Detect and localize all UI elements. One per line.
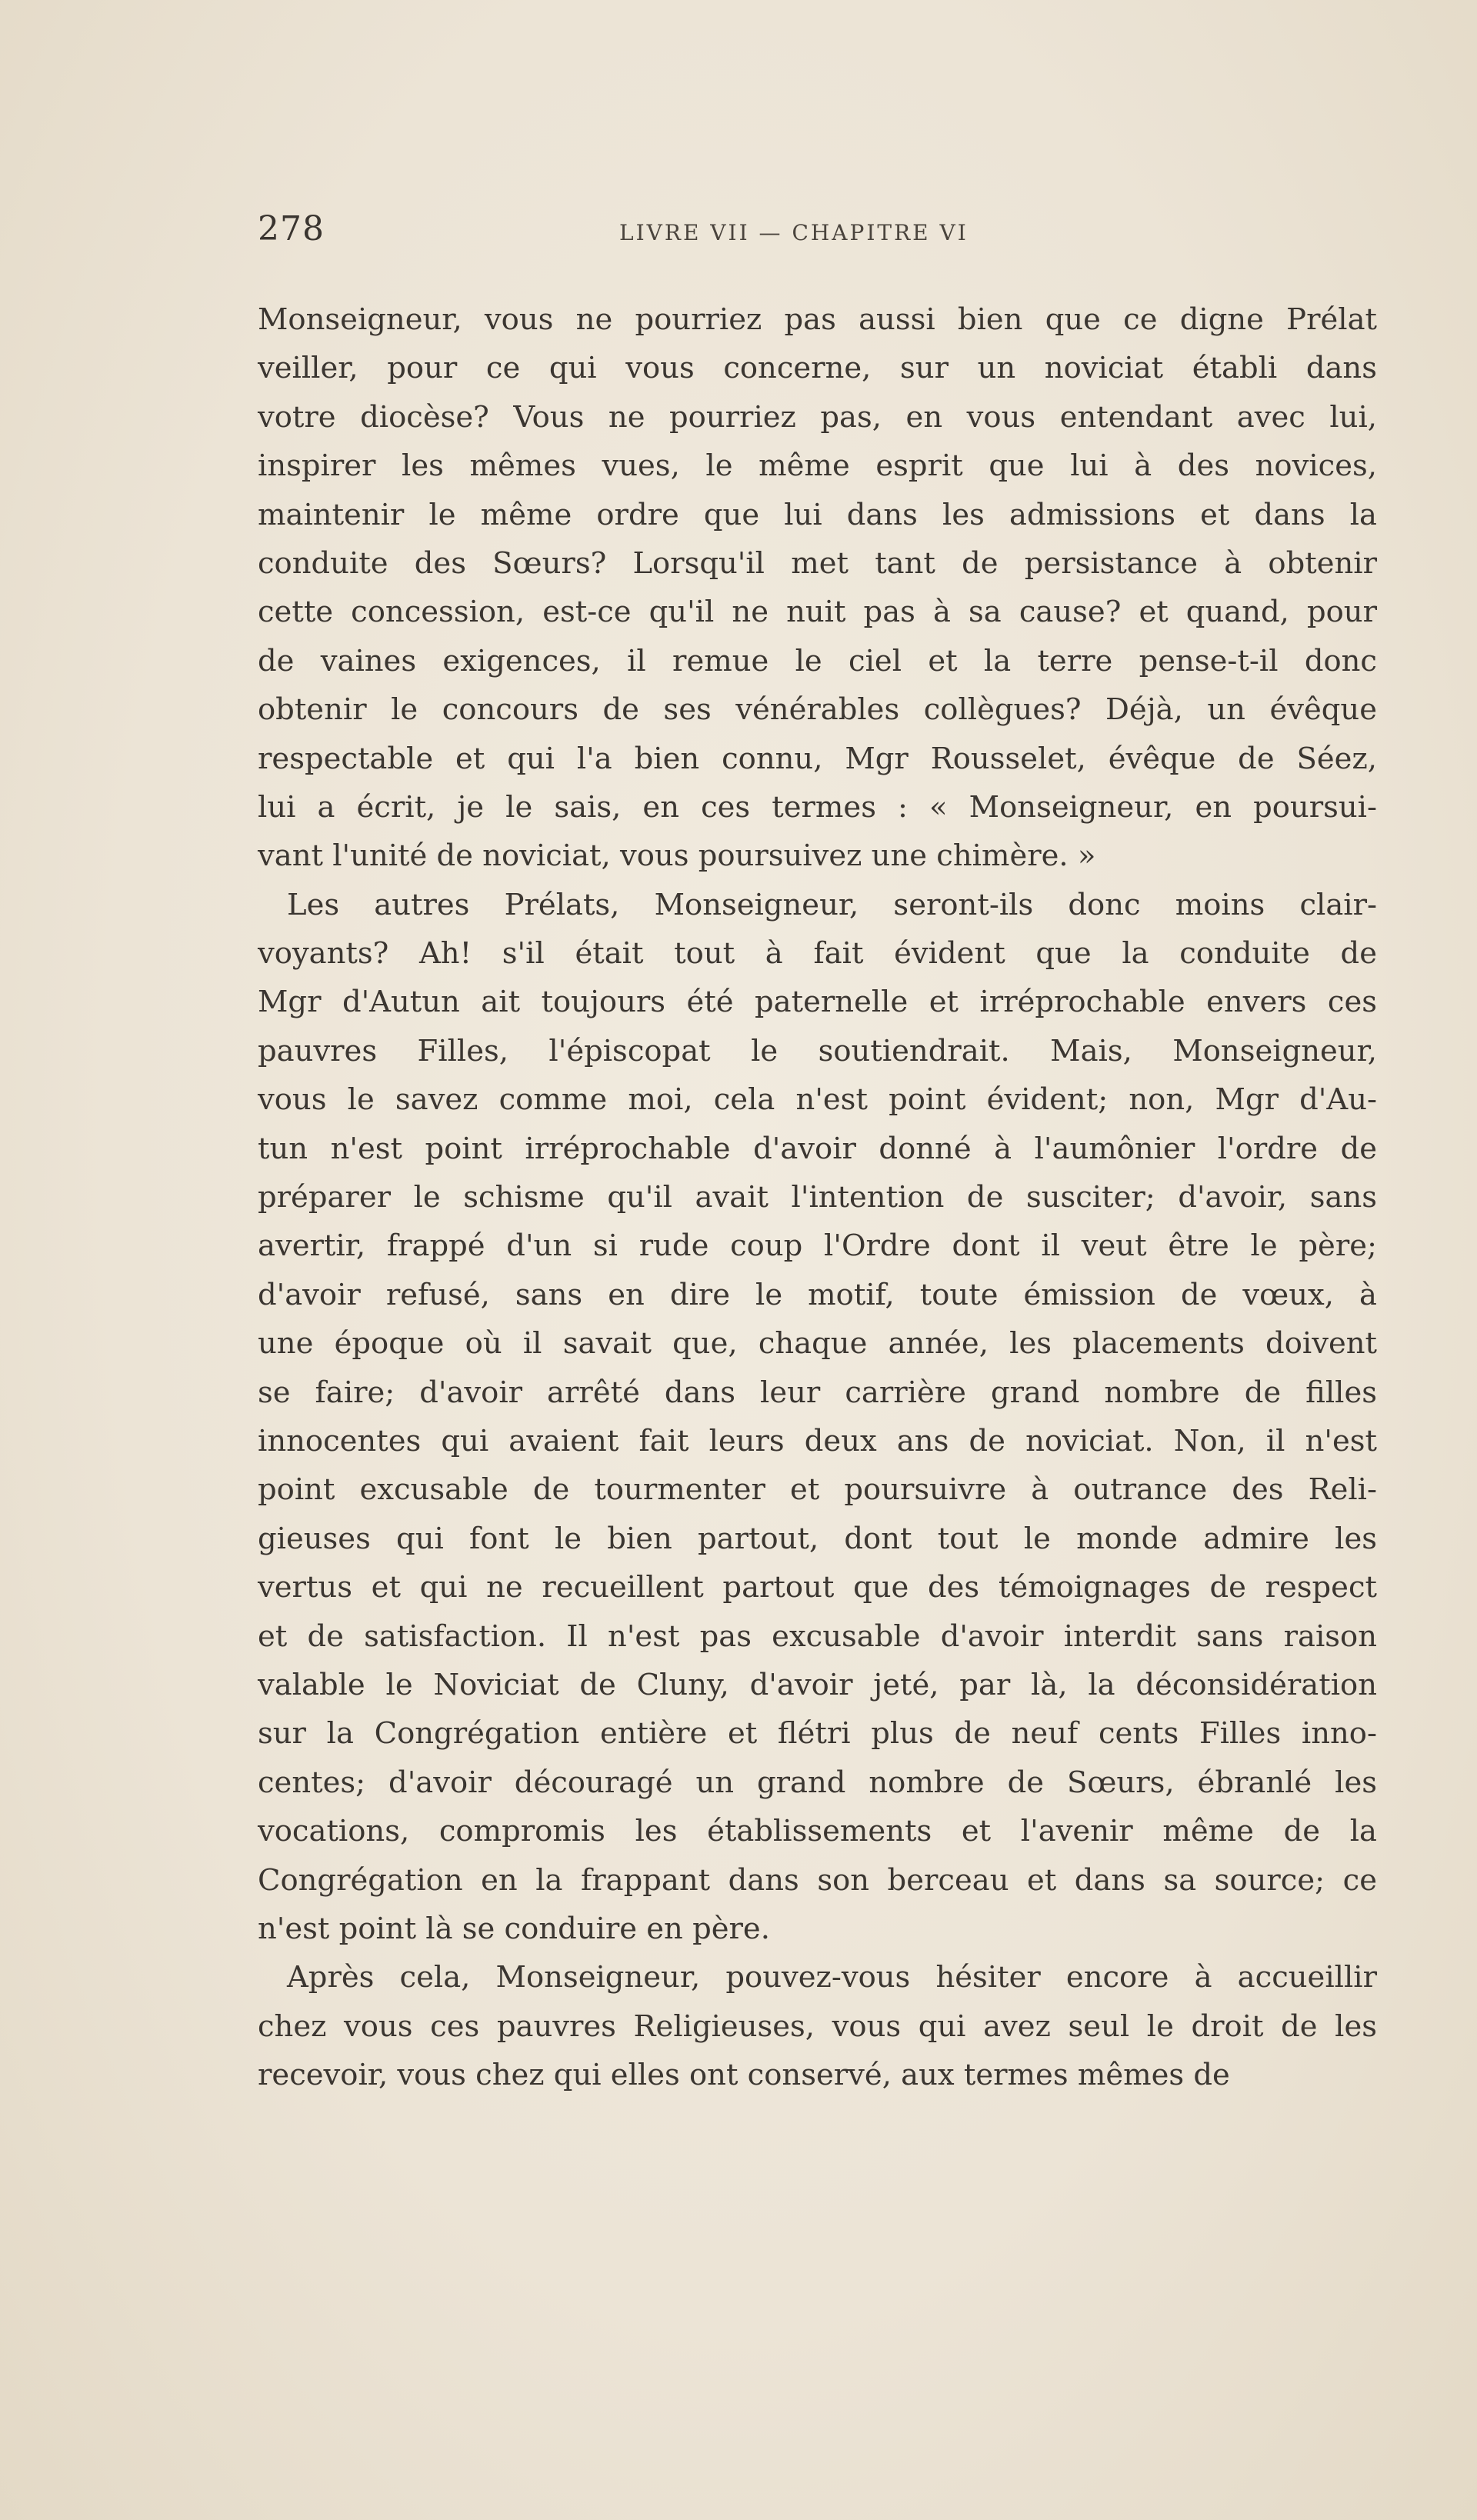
text-line: recevoir, vous chez qui elles ont conservé, aux termes mêmes de [258,2058,1230,2093]
text-line: conduite des Sœurs? Lorsqu'il met tant de persistance à obtenir [258,545,1377,581]
text-line: de vaines exigences, il remue le ciel et la terre pense-t-il donc [258,643,1377,678]
paragraph [258,295,1377,881]
text-line: se faire; d'avoir arrêté dans leur carrière grand nombre de filles [258,1375,1377,1410]
text-line: Congrégation en la frappant dans son berceau et dans sa source; ce [258,1862,1377,1898]
text-line: voyants? Ah! s'il était tout à fait évident que la conduite de [258,936,1377,972]
text-line: chez vous ces pauvres Religieuses, vous qui avez seul le droit de les [258,2008,1377,2044]
text-line: Monseigneur, vous ne pourriez pas aussi bien que ce digne Prélat [258,302,1377,337]
paragraph [258,881,1377,1954]
text-line: tun n'est point irréprochable d'avoir donné à l'aumônier l'ordre de [258,1131,1377,1166]
text-line: d'avoir refusé, sans en dire le motif, toute émission de vœux, à [258,1277,1377,1312]
running-head: LIVRE VII — CHAPITRE VI [619,220,969,245]
text-line: préparer le schisme qu'il avait l'intention de susciter; d'avoir, sans [258,1180,1377,1215]
paragraph [258,1953,1377,2099]
text-line: Mgr d'Autun ait toujours été paternelle et irréprochable envers ces [258,985,1377,1020]
text-line: obtenir le concours de ses vénérables collègues? Déjà, un évêque [258,692,1377,728]
page-number: 278 [258,209,325,248]
text-line: gieuses qui font le bien partout, dont tout le monde admire les [258,1521,1377,1556]
text-line: maintenir le même ordre que lui dans les admissions et dans la [258,497,1377,532]
text-line: valable le Noviciat de Cluny, d'avoir jeté, par là, la déconsidération [258,1667,1377,1702]
text-line: vous le savez comme moi, cela n'est point évident; non, Mgr d'Au- [258,1082,1377,1118]
body-text [258,295,1377,2099]
text-line: inspirer les mêmes vues, le même esprit que lui à des novices, [258,448,1377,484]
page-header [258,209,1377,263]
text-line: lui a écrit, je le sais, en ces termes : « Monseigneur, en poursui- [258,789,1377,825]
text-line: et de satisfaction. Il n'est pas excusable d'avoir interdit sans raison [258,1618,1377,1654]
text-line: vertus et qui ne recueillent partout que des témoignages de respect [258,1570,1377,1605]
text-line: innocentes qui avaient fait leurs deux ans de noviciat. Non, il n'est [258,1423,1377,1458]
text-line: votre diocèse? Vous ne pourriez pas, en vous entendant avec lui, [258,399,1377,435]
text-line: sur la Congrégation entière et flétri plus de neuf cents Filles inno- [258,1716,1377,1752]
text-line: avertir, frappé d'un si rude coup l'Ordre dont il veut être le père; [258,1228,1377,1264]
text-line: point excusable de tourmenter et poursuivre à outrance des Reli- [258,1472,1377,1508]
text-line: Après cela, Monseigneur, pouvez-vous hésiter encore à accueillir [287,1960,1377,1995]
text-line: vocations, compromis les établissements et l'avenir même de la [258,1814,1377,1849]
text-line: n'est point là se conduire en père. [258,1911,770,1946]
text-line: respectable et qui l'a bien connu, Mgr Rousselet, évêque de Séez, [258,741,1377,776]
text-line: centes; d'avoir découragé un grand nombre de Sœurs, ébranlé les [258,1765,1377,1800]
text-line: cette concession, est-ce qu'il ne nuit pas à sa cause? et quand, pour [258,595,1377,630]
text-line: Les autres Prélats, Monseigneur, seront-ils donc moins clair- [287,887,1377,922]
text-line: une époque où il savait que, chaque année, les placements doivent [258,1326,1377,1362]
text-line: pauvres Filles, l'épiscopat le soutiendrait. Mais, Monseigneur, [258,1033,1377,1068]
text-line: vant l'unité de noviciat, vous poursuivez une chimère. » [258,838,1096,874]
text-line: veiller, pour ce qui vous concerne, sur un noviciat établi dans [258,351,1377,386]
